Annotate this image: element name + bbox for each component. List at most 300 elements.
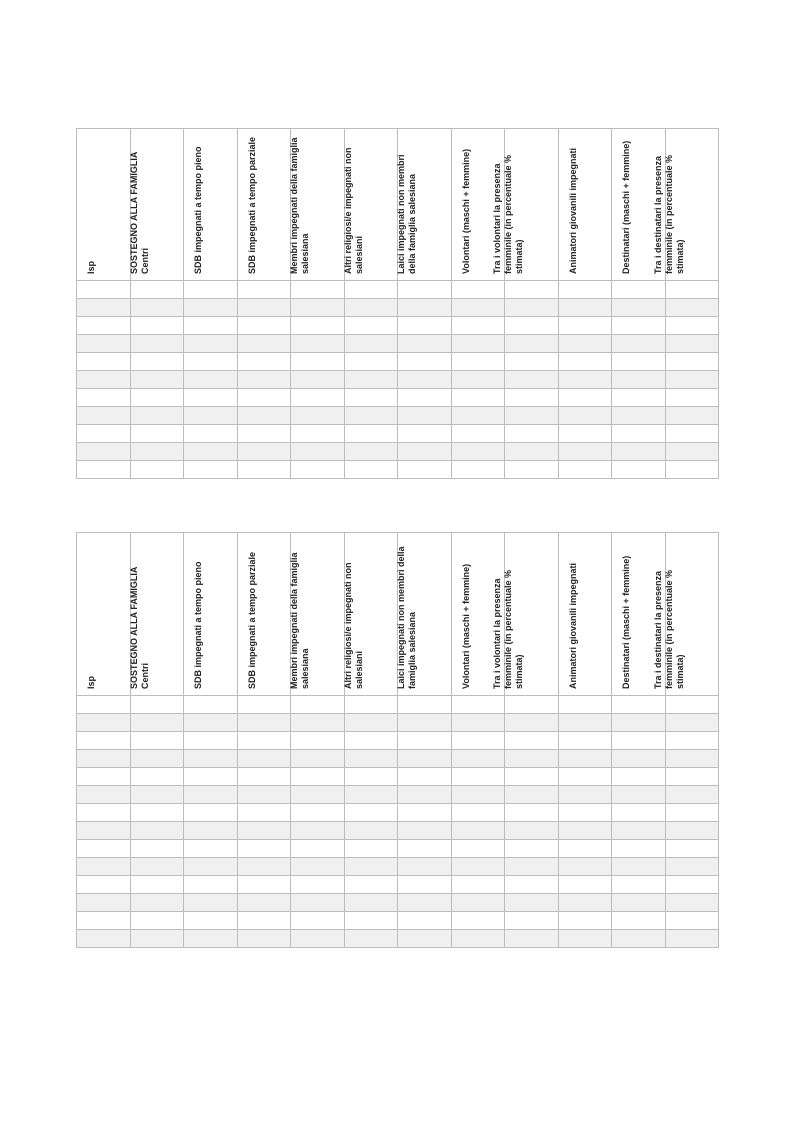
table-cell[interactable] [130, 299, 184, 317]
table-cell[interactable] [451, 335, 505, 353]
table-cell[interactable] [237, 299, 291, 317]
table-cell[interactable] [398, 461, 452, 479]
table-cell[interactable] [505, 876, 559, 894]
table-cell[interactable] [505, 425, 559, 443]
table-cell[interactable] [558, 696, 612, 714]
table-cell[interactable] [665, 443, 719, 461]
table-cell[interactable] [184, 281, 238, 299]
table-cell[interactable] [612, 768, 666, 786]
table-cell[interactable] [451, 768, 505, 786]
table-cell[interactable] [612, 894, 666, 912]
table-cell[interactable] [451, 371, 505, 389]
table-cell[interactable] [665, 912, 719, 930]
table-cell[interactable] [237, 714, 291, 732]
table-cell[interactable] [398, 930, 452, 948]
table-cell[interactable] [77, 750, 131, 768]
table-cell[interactable] [77, 858, 131, 876]
table-cell[interactable] [344, 299, 398, 317]
table-cell[interactable] [344, 317, 398, 335]
table-cell[interactable] [77, 696, 131, 714]
table-cell[interactable] [612, 786, 666, 804]
table-cell[interactable] [558, 443, 612, 461]
table-cell[interactable] [398, 371, 452, 389]
table-cell[interactable] [558, 335, 612, 353]
table-cell[interactable] [558, 714, 612, 732]
table-cell[interactable] [344, 335, 398, 353]
table-cell[interactable] [237, 786, 291, 804]
table-cell[interactable] [291, 750, 345, 768]
table-cell[interactable] [77, 443, 131, 461]
table-cell[interactable] [665, 389, 719, 407]
table-cell[interactable] [184, 407, 238, 425]
table-cell[interactable] [184, 371, 238, 389]
table-cell[interactable] [451, 353, 505, 371]
table-cell[interactable] [237, 858, 291, 876]
table-cell[interactable] [130, 714, 184, 732]
table-cell[interactable] [344, 912, 398, 930]
table-cell[interactable] [505, 353, 559, 371]
table-cell[interactable] [130, 768, 184, 786]
table-cell[interactable] [77, 732, 131, 750]
table-cell[interactable] [558, 732, 612, 750]
table-cell[interactable] [451, 930, 505, 948]
table-cell[interactable] [665, 840, 719, 858]
table-cell[interactable] [344, 389, 398, 407]
table-cell[interactable] [184, 335, 238, 353]
table-cell[interactable] [665, 750, 719, 768]
table-cell[interactable] [130, 732, 184, 750]
table-cell[interactable] [184, 894, 238, 912]
table-cell[interactable] [398, 299, 452, 317]
table-cell[interactable] [398, 804, 452, 822]
table-cell[interactable] [558, 822, 612, 840]
table-cell[interactable] [612, 822, 666, 840]
table-cell[interactable] [451, 912, 505, 930]
table-cell[interactable] [77, 804, 131, 822]
table-cell[interactable] [612, 804, 666, 822]
table-cell[interactable] [558, 371, 612, 389]
table-cell[interactable] [237, 768, 291, 786]
table-cell[interactable] [237, 461, 291, 479]
table-cell[interactable] [398, 317, 452, 335]
table-cell[interactable] [237, 371, 291, 389]
table-cell[interactable] [451, 425, 505, 443]
table-cell[interactable] [237, 804, 291, 822]
table-cell[interactable] [344, 750, 398, 768]
table-cell[interactable] [291, 335, 345, 353]
table-cell[interactable] [558, 317, 612, 335]
table-cell[interactable] [612, 353, 666, 371]
table-cell[interactable] [665, 732, 719, 750]
table-cell[interactable] [558, 353, 612, 371]
table-cell[interactable] [398, 281, 452, 299]
table-cell[interactable] [398, 768, 452, 786]
table-cell[interactable] [77, 425, 131, 443]
table-cell[interactable] [344, 822, 398, 840]
table-cell[interactable] [612, 317, 666, 335]
table-cell[interactable] [665, 894, 719, 912]
table-cell[interactable] [77, 281, 131, 299]
table-cell[interactable] [184, 858, 238, 876]
table-cell[interactable] [398, 696, 452, 714]
table-cell[interactable] [77, 317, 131, 335]
table-cell[interactable] [291, 389, 345, 407]
table-cell[interactable] [558, 840, 612, 858]
table-cell[interactable] [184, 822, 238, 840]
table-cell[interactable] [291, 714, 345, 732]
table-cell[interactable] [505, 299, 559, 317]
table-cell[interactable] [291, 353, 345, 371]
table-cell[interactable] [398, 840, 452, 858]
table-cell[interactable] [558, 281, 612, 299]
table-cell[interactable] [665, 407, 719, 425]
table-cell[interactable] [612, 876, 666, 894]
table-cell[interactable] [505, 371, 559, 389]
table-cell[interactable] [237, 732, 291, 750]
table-cell[interactable] [130, 696, 184, 714]
table-cell[interactable] [665, 822, 719, 840]
table-cell[interactable] [505, 335, 559, 353]
table-cell[interactable] [184, 732, 238, 750]
table-cell[interactable] [451, 822, 505, 840]
table-cell[interactable] [77, 876, 131, 894]
table-cell[interactable] [451, 732, 505, 750]
table-cell[interactable] [505, 858, 559, 876]
table-cell[interactable] [237, 894, 291, 912]
table-cell[interactable] [558, 912, 612, 930]
table-cell[interactable] [344, 696, 398, 714]
table-cell[interactable] [77, 371, 131, 389]
table-cell[interactable] [398, 443, 452, 461]
table-cell[interactable] [344, 804, 398, 822]
table-cell[interactable] [130, 804, 184, 822]
table-cell[interactable] [77, 894, 131, 912]
table-cell[interactable] [558, 768, 612, 786]
table-cell[interactable] [451, 894, 505, 912]
table-cell[interactable] [130, 912, 184, 930]
table-cell[interactable] [612, 714, 666, 732]
table-cell[interactable] [398, 912, 452, 930]
table-cell[interactable] [612, 443, 666, 461]
table-cell[interactable] [558, 389, 612, 407]
table-cell[interactable] [184, 786, 238, 804]
table-cell[interactable] [291, 425, 345, 443]
table-cell[interactable] [612, 299, 666, 317]
table-cell[interactable] [398, 714, 452, 732]
table-cell[interactable] [344, 858, 398, 876]
table-cell[interactable] [237, 696, 291, 714]
table-cell[interactable] [130, 371, 184, 389]
table-cell[interactable] [451, 876, 505, 894]
table-cell[interactable] [77, 461, 131, 479]
table-cell[interactable] [184, 299, 238, 317]
table-cell[interactable] [505, 750, 559, 768]
table-cell[interactable] [505, 696, 559, 714]
table-cell[interactable] [77, 786, 131, 804]
table-cell[interactable] [505, 714, 559, 732]
table-cell[interactable] [505, 804, 559, 822]
table-cell[interactable] [612, 912, 666, 930]
table-cell[interactable] [612, 696, 666, 714]
table-cell[interactable] [505, 930, 559, 948]
table-cell[interactable] [505, 840, 559, 858]
table-cell[interactable] [291, 443, 345, 461]
table-cell[interactable] [184, 804, 238, 822]
table-cell[interactable] [612, 732, 666, 750]
table-cell[interactable] [398, 389, 452, 407]
table-cell[interactable] [451, 281, 505, 299]
table-cell[interactable] [77, 353, 131, 371]
table-cell[interactable] [505, 894, 559, 912]
table-cell[interactable] [237, 840, 291, 858]
table-cell[interactable] [344, 894, 398, 912]
table-cell[interactable] [451, 389, 505, 407]
table-cell[interactable] [398, 353, 452, 371]
table-cell[interactable] [184, 425, 238, 443]
table-cell[interactable] [558, 407, 612, 425]
table-cell[interactable] [558, 461, 612, 479]
table-cell[interactable] [291, 912, 345, 930]
table-cell[interactable] [237, 281, 291, 299]
table-cell[interactable] [558, 786, 612, 804]
table-cell[interactable] [291, 732, 345, 750]
table-cell[interactable] [665, 317, 719, 335]
table-cell[interactable] [291, 461, 345, 479]
table-cell[interactable] [665, 714, 719, 732]
table-cell[interactable] [398, 822, 452, 840]
table-cell[interactable] [237, 876, 291, 894]
table-cell[interactable] [237, 389, 291, 407]
table-cell[interactable] [505, 389, 559, 407]
table-cell[interactable] [291, 768, 345, 786]
table-cell[interactable] [130, 786, 184, 804]
table-cell[interactable] [291, 696, 345, 714]
table-cell[interactable] [612, 930, 666, 948]
table-cell[interactable] [130, 822, 184, 840]
table-cell[interactable] [77, 840, 131, 858]
table-cell[interactable] [451, 714, 505, 732]
table-cell[interactable] [612, 840, 666, 858]
table-cell[interactable] [130, 461, 184, 479]
table-cell[interactable] [237, 335, 291, 353]
table-cell[interactable] [612, 750, 666, 768]
table-cell[interactable] [558, 894, 612, 912]
table-cell[interactable] [237, 353, 291, 371]
table-cell[interactable] [665, 768, 719, 786]
table-cell[interactable] [237, 930, 291, 948]
table-cell[interactable] [612, 425, 666, 443]
table-cell[interactable] [505, 407, 559, 425]
table-cell[interactable] [184, 353, 238, 371]
table-cell[interactable] [398, 750, 452, 768]
table-cell[interactable] [291, 822, 345, 840]
table-cell[interactable] [451, 750, 505, 768]
table-cell[interactable] [130, 317, 184, 335]
table-cell[interactable] [558, 299, 612, 317]
table-cell[interactable] [665, 930, 719, 948]
table-cell[interactable] [77, 407, 131, 425]
table-cell[interactable] [344, 461, 398, 479]
table-cell[interactable] [184, 461, 238, 479]
table-cell[interactable] [451, 299, 505, 317]
table-cell[interactable] [184, 317, 238, 335]
table-cell[interactable] [237, 912, 291, 930]
table-cell[interactable] [184, 443, 238, 461]
table-cell[interactable] [130, 876, 184, 894]
table-cell[interactable] [398, 407, 452, 425]
table-cell[interactable] [665, 353, 719, 371]
table-cell[interactable] [130, 894, 184, 912]
table-cell[interactable] [344, 371, 398, 389]
table-cell[interactable] [665, 335, 719, 353]
table-cell[interactable] [344, 281, 398, 299]
table-cell[interactable] [130, 353, 184, 371]
table-cell[interactable] [184, 750, 238, 768]
table-cell[interactable] [665, 786, 719, 804]
table-cell[interactable] [612, 281, 666, 299]
table-cell[interactable] [665, 281, 719, 299]
table-cell[interactable] [291, 894, 345, 912]
table-cell[interactable] [505, 461, 559, 479]
table-cell[interactable] [558, 858, 612, 876]
table-cell[interactable] [184, 930, 238, 948]
table-cell[interactable] [665, 876, 719, 894]
table-cell[interactable] [77, 299, 131, 317]
table-cell[interactable] [77, 768, 131, 786]
table-cell[interactable] [451, 804, 505, 822]
table-cell[interactable] [291, 371, 345, 389]
table-cell[interactable] [398, 732, 452, 750]
table-cell[interactable] [451, 840, 505, 858]
table-cell[interactable] [130, 425, 184, 443]
table-cell[interactable] [558, 804, 612, 822]
table-cell[interactable] [184, 768, 238, 786]
table-cell[interactable] [130, 407, 184, 425]
table-cell[interactable] [505, 786, 559, 804]
table-cell[interactable] [612, 407, 666, 425]
table-cell[interactable] [344, 840, 398, 858]
table-cell[interactable] [184, 696, 238, 714]
table-cell[interactable] [398, 894, 452, 912]
table-cell[interactable] [130, 750, 184, 768]
table-cell[interactable] [344, 930, 398, 948]
table-cell[interactable] [77, 714, 131, 732]
table-cell[interactable] [612, 389, 666, 407]
table-cell[interactable] [451, 317, 505, 335]
table-cell[interactable] [291, 930, 345, 948]
table-cell[interactable] [291, 858, 345, 876]
table-cell[interactable] [291, 407, 345, 425]
table-cell[interactable] [77, 930, 131, 948]
table-cell[interactable] [558, 750, 612, 768]
table-cell[interactable] [77, 389, 131, 407]
table-cell[interactable] [237, 750, 291, 768]
table-cell[interactable] [184, 714, 238, 732]
table-cell[interactable] [612, 461, 666, 479]
table-cell[interactable] [291, 876, 345, 894]
table-cell[interactable] [398, 425, 452, 443]
table-cell[interactable] [665, 371, 719, 389]
table-cell[interactable] [665, 461, 719, 479]
table-cell[interactable] [344, 786, 398, 804]
table-cell[interactable] [130, 389, 184, 407]
table-cell[interactable] [505, 912, 559, 930]
table-cell[interactable] [291, 786, 345, 804]
table-cell[interactable] [344, 353, 398, 371]
table-cell[interactable] [505, 822, 559, 840]
table-cell[interactable] [398, 858, 452, 876]
table-cell[interactable] [665, 299, 719, 317]
table-cell[interactable] [558, 425, 612, 443]
table-cell[interactable] [665, 696, 719, 714]
table-cell[interactable] [612, 371, 666, 389]
table-cell[interactable] [291, 281, 345, 299]
table-cell[interactable] [130, 858, 184, 876]
table-cell[interactable] [451, 786, 505, 804]
table-cell[interactable] [505, 281, 559, 299]
table-cell[interactable] [451, 443, 505, 461]
table-cell[interactable] [291, 840, 345, 858]
table-cell[interactable] [558, 930, 612, 948]
table-cell[interactable] [130, 930, 184, 948]
table-cell[interactable] [291, 299, 345, 317]
table-cell[interactable] [451, 461, 505, 479]
table-cell[interactable] [237, 425, 291, 443]
table-cell[interactable] [398, 876, 452, 894]
table-cell[interactable] [237, 443, 291, 461]
table-cell[interactable] [130, 443, 184, 461]
table-cell[interactable] [184, 389, 238, 407]
table-cell[interactable] [130, 335, 184, 353]
table-cell[interactable] [77, 335, 131, 353]
table-cell[interactable] [398, 786, 452, 804]
table-cell[interactable] [344, 407, 398, 425]
table-cell[interactable] [184, 840, 238, 858]
table-cell[interactable] [184, 912, 238, 930]
table-cell[interactable] [130, 281, 184, 299]
table-cell[interactable] [451, 407, 505, 425]
table-cell[interactable] [612, 858, 666, 876]
table-cell[interactable] [291, 804, 345, 822]
table-cell[interactable] [665, 858, 719, 876]
table-cell[interactable] [344, 443, 398, 461]
table-cell[interactable] [237, 822, 291, 840]
table-cell[interactable] [291, 317, 345, 335]
table-cell[interactable] [344, 714, 398, 732]
table-cell[interactable] [237, 317, 291, 335]
table-cell[interactable] [344, 732, 398, 750]
table-cell[interactable] [505, 768, 559, 786]
table-cell[interactable] [344, 425, 398, 443]
table-cell[interactable] [505, 732, 559, 750]
table-cell[interactable] [344, 768, 398, 786]
table-cell[interactable] [505, 317, 559, 335]
table-cell[interactable] [237, 407, 291, 425]
table-cell[interactable] [398, 335, 452, 353]
table-cell[interactable] [665, 804, 719, 822]
table-cell[interactable] [77, 822, 131, 840]
table-cell[interactable] [558, 876, 612, 894]
table-cell[interactable] [184, 876, 238, 894]
table-cell[interactable] [77, 912, 131, 930]
table-cell[interactable] [612, 335, 666, 353]
table-cell[interactable] [451, 858, 505, 876]
table-cell[interactable] [505, 443, 559, 461]
table-cell[interactable] [344, 876, 398, 894]
table-cell[interactable] [451, 696, 505, 714]
table-cell[interactable] [665, 425, 719, 443]
table-cell[interactable] [130, 840, 184, 858]
